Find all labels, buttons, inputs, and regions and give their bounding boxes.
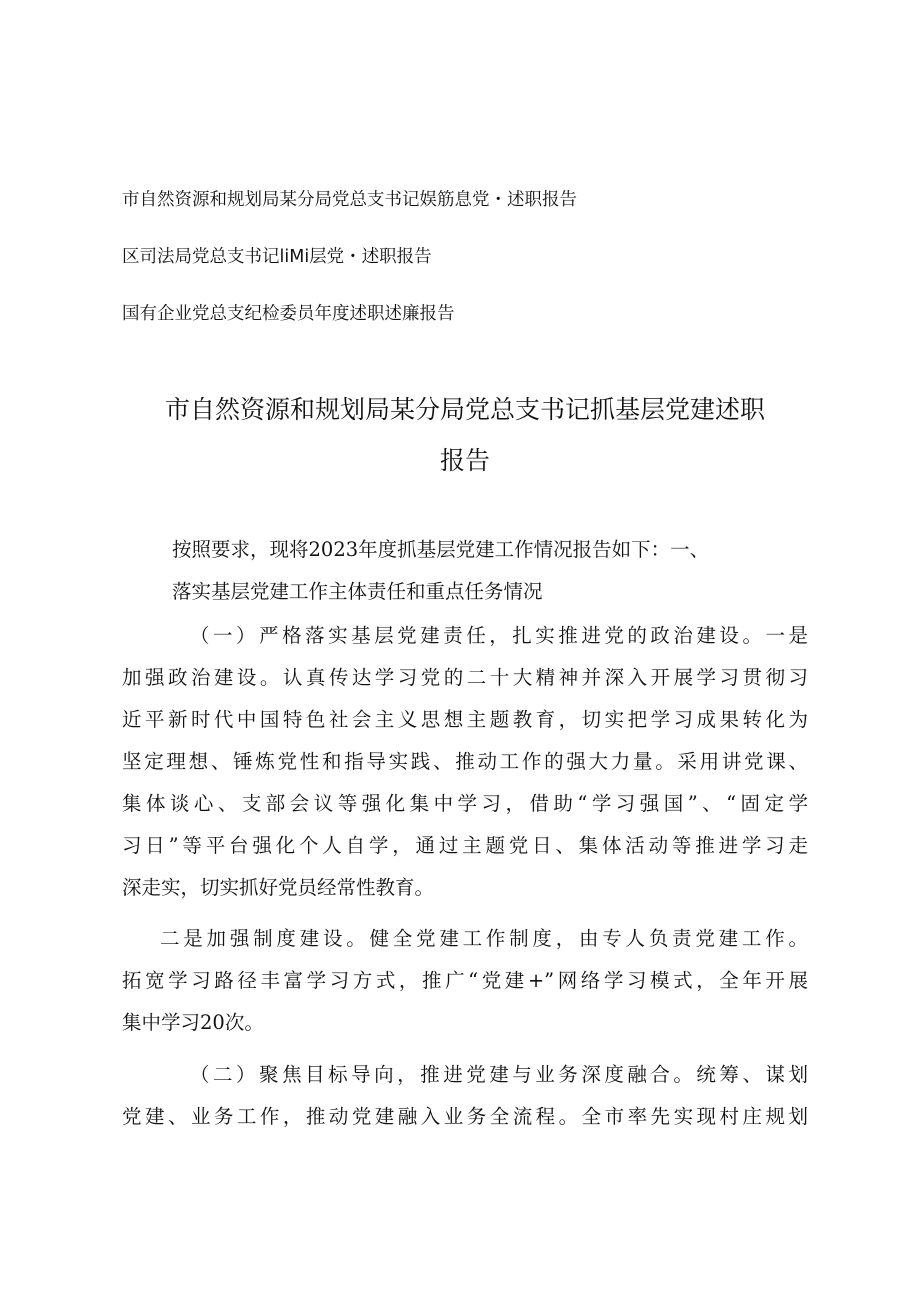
paragraph-1-line-7: 深走实，切实抓好党员经常性教育。 [122,876,435,899]
paragraph-3-line-1: （二）聚焦目标导向，推进党建与业务深度融合。统筹、谋划 [190,1063,808,1086]
paragraph-1-line-6: 习日”等平台强化个人自学，通过主题党日、集体活动等推进学习走 [122,834,808,857]
toc-item-3: 国有企业党总支纪检委员年度述职述廉报告 [122,304,455,324]
report-title-line-2: 报告 [439,446,490,475]
paragraph-2-line-1: 二是加强制度建设。健全党建工作制度，由专人负责党建工作。 [160,927,808,950]
report-title-line-1: 市自然资源和规划局某分局党总支书记抓基层党建述职 [164,395,765,424]
intro-line-2: 落实基层党建工作主体责任和重点任务情况 [172,580,543,603]
paragraph-1-line-1: （一）严格落实基层党建责任，扎实推进党的政治建设。一是 [190,624,808,647]
paragraph-2-line-2: 拓宽学习路径丰富学习方式，推广“党建+”网络学习模式，全年开展 [122,969,808,992]
paragraph-1-line-4: 坚定理想、锤炼党性和指导实践、推动工作的强大力量。采用讲党课、 [122,750,808,773]
toc-item-1: 市自然资源和规划局某分局党总支书记娱筋息党・述职报告 [122,190,577,210]
paragraph-1-line-2: 加强政治建设。认真传达学习党的二十大精神并深入开展学习贯彻习 [122,666,808,689]
intro-line-1: 按照要求，现将2023年度抓基层党建工作情况报告如下：一、 [172,538,710,561]
paragraph-1-line-5: 集体谈心、支部会议等强化集中学习，借助“学习强国”、“固定学 [122,792,808,815]
toc-item-2: 区司法局党总支书记liMi层党・述职报告 [122,247,432,267]
paragraph-3-line-2: 党建、业务工作，推动党建融入业务全流程。全市率先实现村庄规划 [122,1105,808,1128]
paragraph-1-line-3: 近平新时代中国特色社会主义思想主题教育，切实把学习成果转化为 [122,708,808,731]
paragraph-2-line-3: 集中学习20次。 [122,1011,264,1034]
